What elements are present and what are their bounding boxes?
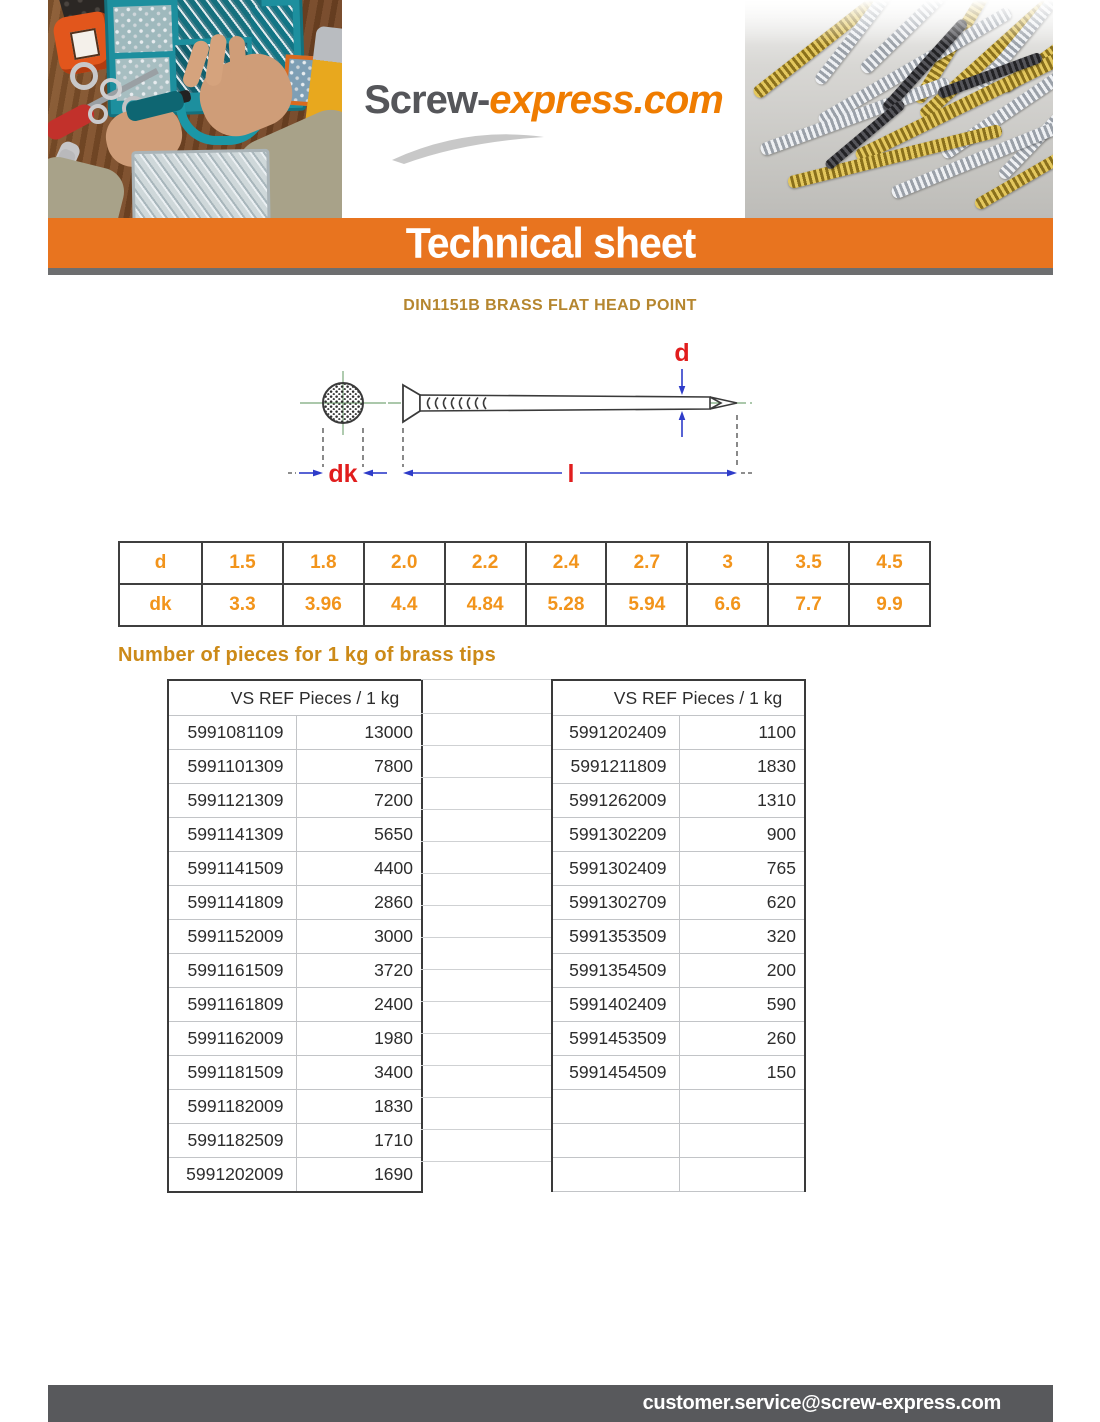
table-row: [552, 852, 805, 886]
table-cell: 5991402409: [552, 988, 679, 1022]
spacer-cell: [421, 1002, 551, 1034]
table-cell: 1830: [679, 750, 805, 784]
table-row: [552, 1124, 805, 1158]
table-row: [168, 1056, 422, 1090]
table-cell: 150: [679, 1056, 805, 1090]
table-row: [552, 716, 805, 750]
decor-washer1: [70, 62, 98, 90]
spacer-cell: [421, 874, 551, 906]
table-cell: 765: [679, 852, 805, 886]
table-cell: 5991354509: [552, 954, 679, 988]
table-cell: 7200: [296, 784, 422, 818]
table-cell: d: [119, 542, 202, 584]
table-cell: 5991302409: [552, 852, 679, 886]
table-cell: 3.5: [768, 542, 849, 584]
table-cell: 5991453509: [552, 1022, 679, 1056]
table-cell: 1710: [296, 1124, 422, 1158]
table-cell: [552, 1158, 679, 1192]
table-row: [552, 920, 805, 954]
head-top-view: [300, 371, 386, 435]
screw-pile-photo: [745, 0, 1053, 218]
table-cell: 5.94: [606, 584, 687, 626]
table-cell: 1100: [679, 716, 805, 750]
table-row: [552, 1090, 805, 1124]
nail-technical-drawing: [280, 335, 780, 510]
spacer-cell: [421, 778, 551, 810]
table-cell: 3.96: [283, 584, 364, 626]
table-cell: 620: [679, 886, 805, 920]
table-cell: 5991202009: [168, 1158, 296, 1193]
table-cell: 5991141509: [168, 852, 296, 886]
footer-email: customer.service@screw-express.com: [642, 1392, 1001, 1414]
table-cell: 5991262009: [552, 784, 679, 818]
table-row: [552, 886, 805, 920]
table-cell: 5991181509: [168, 1056, 296, 1090]
table-cell: 5991162009: [168, 1022, 296, 1056]
table-cell: 5650: [296, 818, 422, 852]
table-row: [552, 1056, 805, 1090]
table-cell: [679, 1090, 805, 1124]
table-cell: 1690: [296, 1158, 422, 1193]
decor-washer4: [88, 104, 108, 124]
table-cell: 3.3: [202, 584, 283, 626]
table-row: [119, 584, 930, 626]
table-row: [168, 1124, 422, 1158]
logo-part2: express.com: [489, 78, 723, 122]
decor-washer2: [100, 78, 122, 100]
spacer-cell: [421, 680, 551, 714]
banner: [48, 218, 1053, 268]
table-cell: 2.4: [526, 542, 607, 584]
spacer-cell: [421, 714, 551, 746]
spacer-cell: [421, 938, 551, 970]
table-cell: 2.0: [364, 542, 445, 584]
table-cell: 320: [679, 920, 805, 954]
table-cell: 3720: [296, 954, 422, 988]
decor-tape-label: [70, 28, 100, 60]
table-cell: 7800: [296, 750, 422, 784]
table-row: [168, 750, 422, 784]
table-row: [168, 1090, 422, 1124]
table-row: [168, 818, 422, 852]
table-row: [168, 988, 422, 1022]
table-cell: 5991141809: [168, 886, 296, 920]
decor-bottom-screw-box: [131, 149, 270, 218]
table-cell: 5991353509: [552, 920, 679, 954]
d-label: d: [674, 339, 690, 367]
banner-underline: [48, 268, 1053, 275]
table-cell: 1830: [296, 1090, 422, 1124]
l-label: l: [567, 460, 575, 488]
dk-label: dk: [328, 460, 358, 488]
table-cell: [679, 1158, 805, 1192]
table-cell: 1.5: [202, 542, 283, 584]
table-cell: [552, 1124, 679, 1158]
table-cell: [552, 1090, 679, 1124]
table-cell: 5991161509: [168, 954, 296, 988]
footer-bar: [48, 1385, 1053, 1422]
vs-ref-header: VS REF: [168, 680, 296, 716]
table-row: [168, 1158, 422, 1193]
product-title: DIN1151B BRASS FLAT HEAD POINT: [403, 297, 697, 314]
table-cell: 5991302709: [552, 886, 679, 920]
table-row: [552, 750, 805, 784]
table-cell: 3400: [296, 1056, 422, 1090]
spacer-cell: [421, 746, 551, 778]
banner-title: Technical sheet: [405, 218, 696, 267]
spacer-cell: [421, 810, 551, 842]
table-cell: 5991161809: [168, 988, 296, 1022]
table-cell: 4.5: [849, 542, 930, 584]
table-cell: 2.7: [606, 542, 687, 584]
dk-dimension: [288, 428, 387, 488]
table-cell: 4.4: [364, 584, 445, 626]
pieces-heading: Number of pieces for 1 kg of brass tips: [118, 644, 496, 666]
logo-part1: Screw-: [364, 78, 490, 122]
logo: [342, 0, 745, 218]
table-row: [552, 988, 805, 1022]
table-cell: 1.8: [283, 542, 364, 584]
table-cell: 2.2: [445, 542, 526, 584]
table-cell: 4400: [296, 852, 422, 886]
table-cell: 6.6: [687, 584, 768, 626]
pieces-header: Pieces / 1 kg: [679, 680, 805, 716]
table-header-row: [168, 680, 422, 716]
table-cell: 5991081109: [168, 716, 296, 750]
table-row: [168, 920, 422, 954]
table-row: [168, 1022, 422, 1056]
dimensions-table: [118, 541, 931, 627]
spacer-cell: [421, 1098, 551, 1130]
table-cell: 5991202409: [552, 716, 679, 750]
table-cell: 1980: [296, 1022, 422, 1056]
table-row: [168, 784, 422, 818]
spacer-cell: [421, 970, 551, 1002]
nail-side-view: [388, 385, 752, 422]
l-dimension: [403, 415, 754, 488]
decor-compartment-nuts1: [113, 5, 173, 53]
table-cell: dk: [119, 584, 202, 626]
table-cell: 5991101309: [168, 750, 296, 784]
logo-text: [342, 78, 745, 123]
table-cell: 5991121309: [168, 784, 296, 818]
table-row: [168, 852, 422, 886]
workbench-photo: [48, 0, 342, 218]
table-cell: 900: [679, 818, 805, 852]
table-cell: 5991454509: [552, 1056, 679, 1090]
table-row: [552, 1022, 805, 1056]
table-cell: 2400: [296, 988, 422, 1022]
table-cell: 3000: [296, 920, 422, 954]
table-cell: 5991211809: [552, 750, 679, 784]
spacer-cell: [421, 842, 551, 874]
spacer-cell: [421, 1130, 551, 1162]
vs-ref-header: VS REF: [552, 680, 679, 716]
table-cell: 5991141309: [168, 818, 296, 852]
table-cell: 2860: [296, 886, 422, 920]
spacer-cell: [421, 1066, 551, 1098]
table-row: [119, 542, 930, 584]
spacer-column: [421, 679, 551, 1162]
spacer-cell: [421, 906, 551, 938]
table-cell: 5991152009: [168, 920, 296, 954]
table-cell: 5991302209: [552, 818, 679, 852]
table-row: [552, 818, 805, 852]
pieces-header: Pieces / 1 kg: [296, 680, 422, 716]
table-row: [168, 954, 422, 988]
table-cell: 7.7: [768, 584, 849, 626]
d-dimension: [674, 339, 689, 437]
table-cell: 13000: [296, 716, 422, 750]
table-cell: [679, 1124, 805, 1158]
table-cell: 9.9: [849, 584, 930, 626]
table-cell: 5991182509: [168, 1124, 296, 1158]
table-cell: 590: [679, 988, 805, 1022]
pieces-table-left: [167, 679, 423, 1193]
table-cell: 1310: [679, 784, 805, 818]
decor-photo-fade: [745, 0, 1053, 45]
table-cell: 260: [679, 1022, 805, 1056]
table-cell: 5991182009: [168, 1090, 296, 1124]
table-row: [552, 784, 805, 818]
table-header-row: [552, 680, 805, 716]
table-row: [168, 716, 422, 750]
table-row: [552, 954, 805, 988]
spacer-cell: [421, 1034, 551, 1066]
table-cell: 200: [679, 954, 805, 988]
logo-swoosh-icon: [388, 128, 548, 164]
table-cell: 4.84: [445, 584, 526, 626]
decor-right-finger3: [228, 36, 247, 87]
pieces-table-right: [551, 679, 806, 1192]
table-cell: 5.28: [526, 584, 607, 626]
table-cell: 3: [687, 542, 768, 584]
table-row: [168, 886, 422, 920]
table-row: [552, 1158, 805, 1192]
